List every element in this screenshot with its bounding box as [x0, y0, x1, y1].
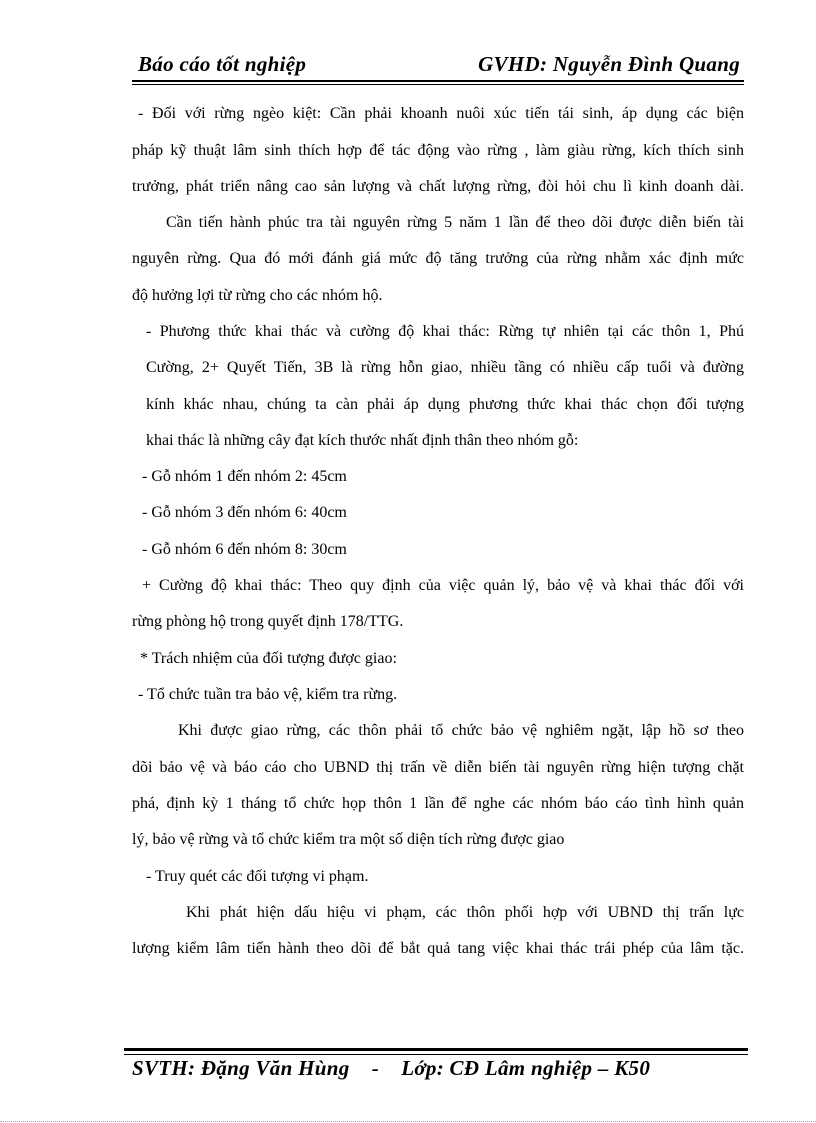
body-line: - Gỗ nhóm 6 đến nhóm 8: 30cm — [142, 541, 347, 558]
body-line: khai thác là những cây đạt kích thước nhất định thân theo nhóm gỗ: — [146, 432, 579, 449]
footer-separator: - — [371, 1056, 380, 1080]
body-line: độ hưởng lợi từ rừng cho các nhóm hộ. — [132, 287, 383, 304]
body-line: Cường, 2+ Quyết Tiến, 3B là rừng hỗn giao, nhiều tầng có nhiều cấp tuổi và đường — [146, 359, 744, 376]
body-line: rừng phòng hộ trong quyết định 178/TTG. — [132, 613, 404, 630]
body-line: Khi được giao rừng, các thôn phải tổ chức bảo vệ nghiêm ngặt, lập hồ sơ theo — [178, 722, 744, 739]
footer-student: SVTH: Đặng Văn Hùng — [132, 1056, 350, 1080]
body-line: lý, bảo vệ rừng và tổ chức kiểm tra một số diện tích rừng được giao — [132, 831, 565, 848]
footer-class: Lớp: CĐ Lâm nghiệp – K50 — [401, 1056, 651, 1080]
body-line: Cần tiến hành phúc tra tài nguyên rừng 5 năm 1 lần để theo dõi được diễn biến tài — [166, 214, 744, 231]
page-header — [132, 50, 744, 82]
body-line: dõi bảo vệ và báo cáo cho UBND thị trấn về diễn biến tài nguyên rừng hiện tượng chặt — [132, 759, 744, 776]
body-line: nguyên rừng. Qua đó mới đánh giá mức độ tăng trưởng của rừng nhằm xác định mức — [132, 250, 744, 267]
body-line: - Truy quét các đối tượng vi phạm. — [146, 868, 369, 885]
footer-rule-thick — [124, 1048, 748, 1051]
body-line: Khi phát hiện dấu hiệu vi phạm, các thôn phối hợp với UBND thị trấn lực — [186, 904, 744, 921]
body-line: phá, định kỳ 1 tháng tổ chức họp thôn 1 lần để nghe các nhóm báo cáo tình hình quản — [132, 795, 744, 812]
body-line: - Phương thức khai thác và cường độ khai thác: Rừng tự nhiên tại các thôn 1, Phú — [146, 323, 744, 340]
header-report-title: Báo cáo tốt nghiệp — [138, 52, 307, 76]
header-rule-thin — [132, 84, 744, 85]
body-line: pháp kỹ thuật lâm sinh thích hợp để tác động vào rừng , làm giàu rừng, kích thích sinh — [132, 142, 744, 159]
body-line: + Cường độ khai thác: Theo quy định của việc quản lý, bảo vệ và khai thác đối với — [142, 577, 744, 594]
footer-rule-thin — [124, 1054, 748, 1055]
body-line: * Trách nhiệm của đối tượng được giao: — [140, 650, 397, 667]
body-line: trưởng, phát triển nâng cao sản lượng và chất lượng rừng, đòi hỏi chu lì kinh doanh dài. — [132, 178, 744, 195]
body-line: - Tổ chức tuần tra bảo vệ, kiểm tra rừng. — [138, 686, 398, 703]
header-supervisor: GVHD: Nguyễn Đình Quang — [478, 52, 740, 76]
page-footer — [132, 1056, 744, 1086]
body-line: - Gỗ nhóm 3 đến nhóm 6: 40cm — [142, 504, 347, 521]
body-line: kính khác nhau, chúng ta càn phải áp dụng phương thức khai thác chọn đối tượng — [146, 396, 744, 413]
body-line: - Gỗ nhóm 1 đến nhóm 2: 45cm — [142, 468, 347, 485]
body-line: lượng kiểm lâm tiến hành theo dõi để bắt quả tang việc khai thác trái phép của lâm tặc. — [132, 940, 744, 957]
body-line: - Đối với rừng ngèo kiệt: Cần phải khoanh nuôi xúc tiến tái sinh, áp dụng các biện — [138, 105, 744, 122]
header-rule-thick — [132, 80, 744, 82]
page-bottom-dotted-line — [0, 1121, 816, 1122]
